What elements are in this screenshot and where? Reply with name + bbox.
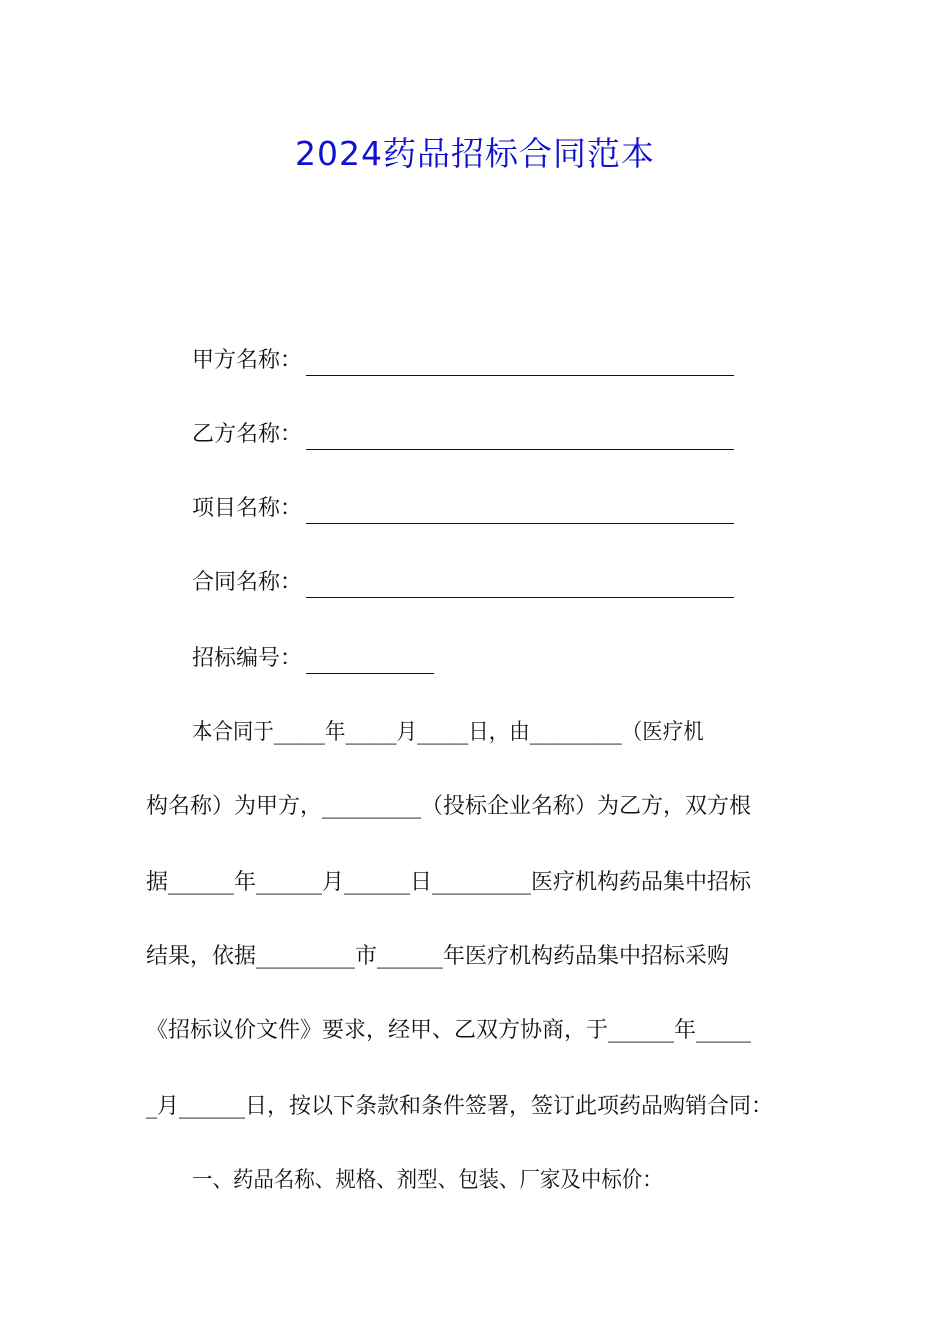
party-b-name-label: 乙方名称： xyxy=(192,422,303,447)
paragraph-line-1: 本合同于_____年_____月_____日，由_________（医疗机 xyxy=(192,720,704,745)
contract-name-blank[interactable] xyxy=(306,575,734,598)
party-b-name-blank[interactable] xyxy=(306,427,734,450)
party-a-name-blank[interactable] xyxy=(306,353,734,376)
tender-number-label: 招标编号： xyxy=(192,646,303,671)
project-name-label: 项目名称： xyxy=(192,496,303,521)
section-heading: 一、药品名称、规格、剂型、包装、厂家及中标价： xyxy=(192,1168,663,1193)
paragraph-line-2: 构名称）为甲方，_________（投标企业名称）为乙方，双方根 xyxy=(146,794,752,819)
party-a-name-label: 甲方名称： xyxy=(192,348,303,373)
contract-name-label: 合同名称： xyxy=(192,570,303,595)
project-name-field xyxy=(192,494,734,524)
paragraph-line-5: 《招标议价文件》要求，经甲、乙双方协商，于______年_____ xyxy=(146,1018,752,1043)
paragraph-line-3: 据______年______月______日_________医疗机构药品集中招标 xyxy=(146,870,752,895)
contract-name-field xyxy=(192,568,734,598)
tender-number-field xyxy=(192,644,434,674)
document-title: 2024药品招标合同范本 xyxy=(295,134,655,173)
tender-number-blank[interactable] xyxy=(306,651,434,674)
paragraph-line-6: _月______日，按以下条款和条件签署，签订此项药品购销合同： xyxy=(146,1094,774,1119)
party-a-name-field xyxy=(192,346,734,376)
party-b-name-field xyxy=(192,420,734,450)
project-name-blank[interactable] xyxy=(306,501,734,524)
paragraph-line-4: 结果，依据_________市______年医疗机构药品集中招标采购 xyxy=(146,944,730,969)
